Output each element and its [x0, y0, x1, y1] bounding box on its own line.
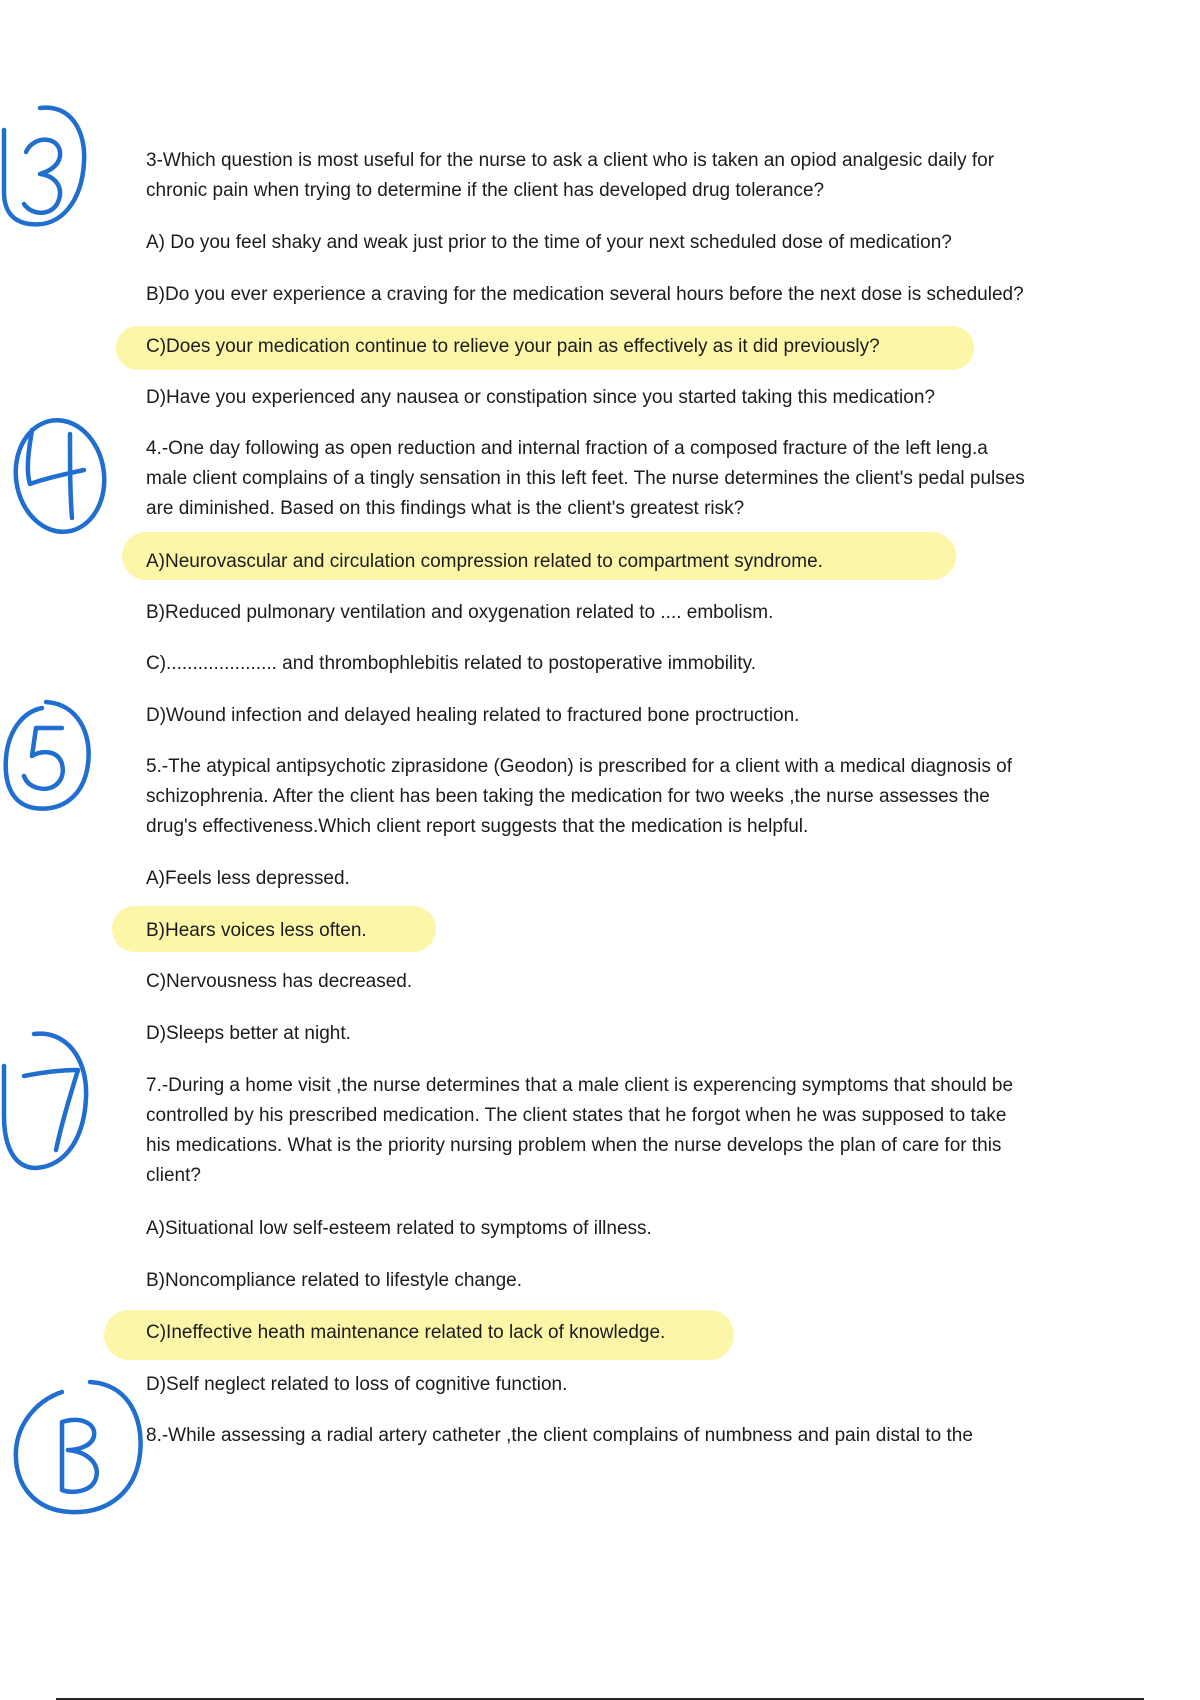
q7-option-a: A)Situational low self-esteem related to symptoms of illness. [146, 1218, 652, 1239]
q5-stem-line-3: drug's effectiveness.Which client report suggests that the medication is helpful. [146, 816, 809, 837]
q3-option-b: B)Do you ever experience a craving for the medication several hours before the next dose is scheduled? [146, 284, 1024, 305]
q5-stem-line-1: 5.-The atypical antipsychotic ziprasidone (Geodon) is prescribed for a client with a medical diagnosis of [146, 756, 1012, 777]
q8-stem-line-1: 8.-While assessing a radial artery catheter ,the client complains of numbness and pain distal to the [146, 1425, 973, 1446]
q3-option-d: D)Have you experienced any nausea or constipation since you started taking this medication? [146, 387, 935, 408]
handwritten-number-7-icon [0, 1026, 92, 1174]
q4-option-d: D)Wound infection and delayed healing related to fractured bone proctruction. [146, 705, 800, 726]
handwritten-number-3-icon [0, 100, 90, 235]
q5-option-d: D)Sleeps better at night. [146, 1023, 351, 1044]
q7-stem-line-3: his medications. What is the priority nursing problem when the nurse develops the plan of care for this [146, 1135, 1002, 1156]
q7-option-b: B)Noncompliance related to lifestyle change. [146, 1270, 522, 1291]
handwritten-number-5-icon [2, 698, 94, 816]
q4-option-a: A)Neurovascular and circulation compression related to compartment syndrome. [146, 551, 823, 572]
q3-option-c: C)Does your medication continue to relieve your pain as effectively as it did previously? [146, 336, 880, 357]
q4-option-b: B)Reduced pulmonary ventilation and oxygenation related to .... embolism. [146, 602, 774, 623]
q7-stem-line-1: 7.-During a home visit ,the nurse determines that a male client is experencing symptoms that should be [146, 1075, 1014, 1096]
q5-option-b: B)Hears voices less often. [146, 920, 367, 941]
q3-option-a: A) Do you feel shaky and weak just prior to the time of your next scheduled dose of medication? [146, 232, 952, 253]
q5-option-c: C)Nervousness has decreased. [146, 971, 413, 992]
q4-stem-line-2: male client complains of a tingly sensation in this left feet. The nurse determines the client's pedal pulses [146, 468, 1025, 489]
q7-stem-line-4: client? [146, 1165, 201, 1186]
q5-option-a: A)Feels less depressed. [146, 868, 350, 889]
q7-option-d: D)Self neglect related to loss of cognitive function. [146, 1374, 568, 1395]
q7-option-c: C)Ineffective heath maintenance related to lack of knowledge. [146, 1322, 666, 1343]
q3-stem-line-2: chronic pain when trying to determine if the client has developed drug tolerance? [146, 180, 825, 201]
q7-stem-line-2: controlled by his prescribed medication. The client states that he forgot when he was supposed to take [146, 1105, 1007, 1126]
q3-stem-line-1: 3-Which question is most useful for the nurse to ask a client who is taken an opiod analgesic daily for [146, 150, 995, 171]
handwritten-number-8-icon [10, 1378, 146, 1518]
q4-option-c: C)..................... and thrombophlebitis related to postoperative immobility. [146, 653, 757, 674]
q4-stem-line-3: are diminished. Based on this findings what is the client's greatest risk? [146, 498, 745, 519]
q4-stem-line-1: 4.-One day following as open reduction and internal fraction of a composed fracture of the left leng.a [146, 438, 988, 459]
q5-stem-line-2: schizophrenia. After the client has been taking the medication for two weeks ,the nurse assesses the [146, 786, 990, 807]
handwritten-number-4-icon [4, 414, 108, 538]
